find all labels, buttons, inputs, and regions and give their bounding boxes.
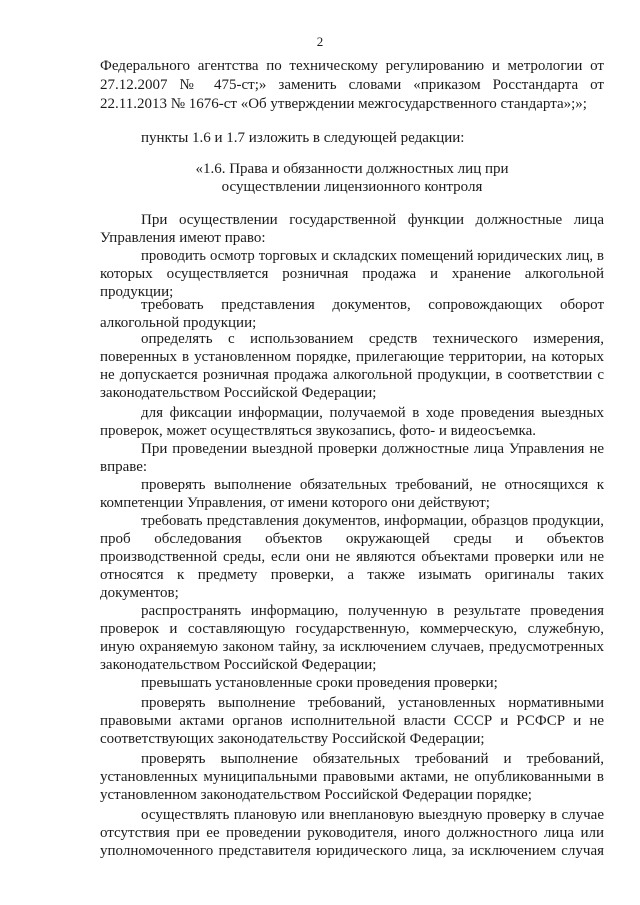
text-line: проводить осмотр торговых и складских помещений юридических лиц, в — [141, 248, 604, 264]
text-line: осуществлять плановую или внеплановую выездную проверку в случае — [141, 807, 604, 823]
text-line: проб обследования объектов окружающей среды и объектов — [100, 531, 604, 547]
text-line: проверять выполнение обязательных требований, не относящихся к — [141, 477, 604, 493]
text-line: Федерального агентства по техническому регулированию и метрологии от — [100, 58, 604, 74]
text-line: вправе: — [100, 459, 148, 475]
instruction-line: пункты 1.6 и 1.7 изложить в следующей редакции: — [141, 130, 465, 146]
section-title-line: «1.6. Права и обязанности должностных лиц при — [195, 161, 509, 177]
text-line: производственной среды, если они не являются объектами проверки или не — [100, 549, 604, 565]
text-line: проверять выполнение обязательных требований и требований, — [141, 751, 604, 767]
section-title-line: осуществлении лицензионного контроля — [221, 179, 483, 195]
text-line: иную охраняемую законом тайну, за исключением случаев, предусмотренных — [100, 639, 604, 655]
text-line: превышать установленные сроки проведения проверки; — [141, 675, 498, 691]
text-line: не допускается розничная продажа алкогольной продукции, в соответствии с — [100, 367, 604, 383]
text-line: требовать представления документов, сопровождающих оборот — [141, 297, 604, 313]
text-line: определять с использованием средств технического измерения, — [141, 331, 604, 347]
text-line: для фиксации информации, получаемой в ходе проведения выездных — [141, 405, 604, 421]
text-line: отсутствия при ее проведении руководителя, иного должностного лица или — [100, 825, 604, 841]
text-line: распространять информацию, полученную в результате проведения — [141, 603, 604, 619]
text-line: установленных муниципальными правовыми актами, не опубликованными в — [100, 769, 604, 785]
text-line: относятся к предмету проверки, а также изымать оригиналы таких — [100, 567, 604, 583]
text-line: проверок и составляющую государственную, коммерческую, служебную, — [100, 621, 604, 637]
text-line: продукции; — [100, 284, 174, 300]
text-line: проверок, может осуществляться звукозапись, фото- и видеосъемка. — [100, 423, 536, 439]
text-line: проверять выполнение требований, установленных нормативными — [141, 695, 604, 711]
text-line: установленном законодательством Российской Федерации порядке; — [100, 787, 532, 803]
text-line: компетенции Управления, от имени которого они действуют; — [100, 495, 490, 511]
text-line: документов; — [100, 585, 179, 601]
text-line: 27.12.2007 № 475-ст;» заменить словами «приказом Росстандарта от — [100, 77, 604, 93]
page-number: 2 — [316, 34, 324, 49]
text-line: 22.11.2013 № 1676-ст «Об утверждении межгосударственного стандарта»;»; — [100, 96, 587, 112]
text-line: законодательством Российской Федерации; — [100, 657, 377, 673]
text-line: правовыми актами органов исполнительной власти СССР и РСФСР и не — [100, 713, 604, 729]
text-line: алкогольной продукции; — [100, 315, 257, 331]
text-line: соответствующих законодательству Российской Федерации; — [100, 731, 485, 747]
text-line: При проведении выездной проверки должностные лица Управления не — [141, 441, 604, 457]
text-line: поверенных в установленном порядке, прилегающие территории, на которых — [100, 349, 604, 365]
text-line: требовать представления документов, информации, образцов продукции, — [141, 513, 604, 529]
text-line: При осуществлении государственной функции должностные лица — [141, 212, 604, 228]
text-line: Управления имеют право: — [100, 230, 266, 246]
text-line: которых осуществляется розничная продажа и хранение алкогольной — [100, 266, 604, 282]
text-line: законодательством Российской Федерации; — [100, 385, 377, 401]
text-line: уполномоченного представителя юридического лица, за исключением случая — [100, 843, 604, 859]
